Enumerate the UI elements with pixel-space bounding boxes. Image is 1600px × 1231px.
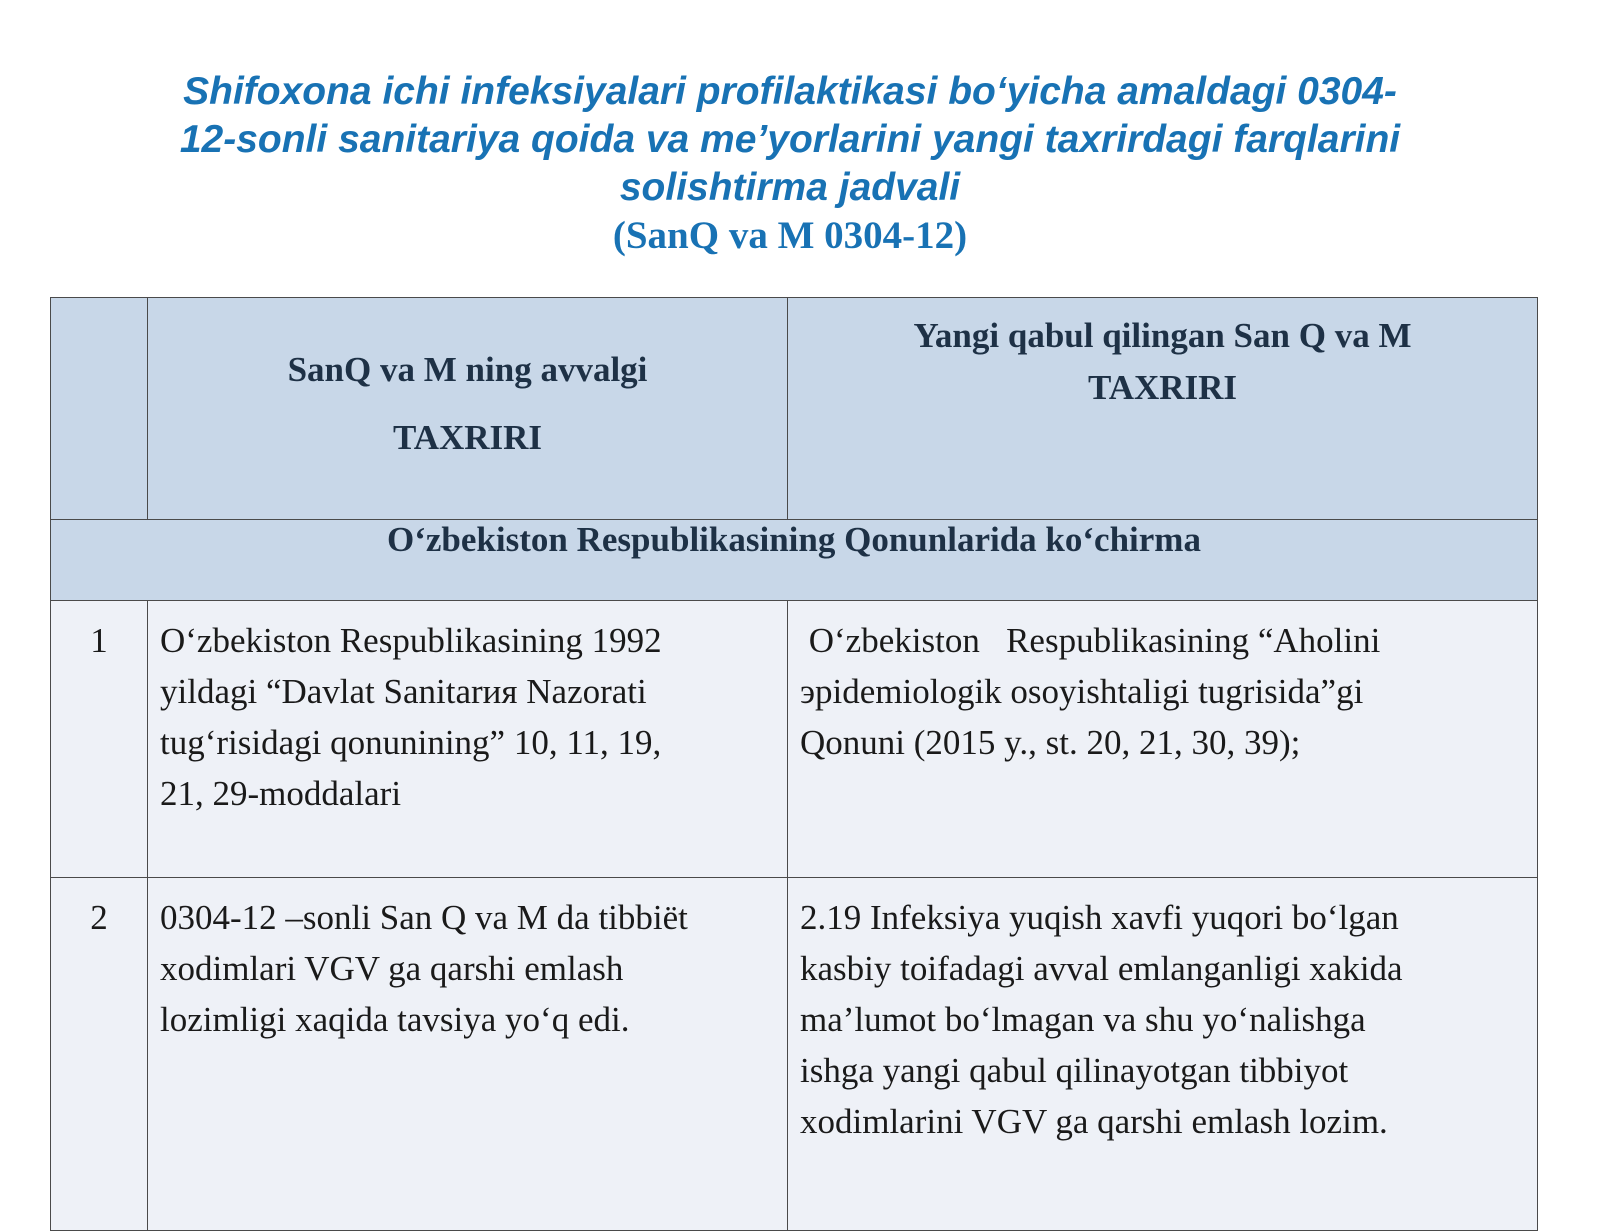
old-edition-cell xyxy=(148,878,788,1231)
new-edition-cell xyxy=(788,601,1538,878)
cell-line: Qonuni (2015 y., st. 20, 21, 30, 39); xyxy=(800,723,1301,762)
title-line-3: solishtirma jadvali xyxy=(619,166,961,209)
section-title: O‘zbekiston Respublikasining Qonunlarida ko‘chirma xyxy=(51,520,1538,601)
page-title-block xyxy=(60,68,1520,260)
cell-line: xodimlarini VGV ga qarshi emlash lozim. xyxy=(800,1102,1388,1141)
header-old-line-1: SanQ va M ning avvalgi xyxy=(287,350,648,389)
old-edition-cell xyxy=(148,601,788,878)
cell-line: tug‘risidagi qonunining” 10, 11, 19, xyxy=(160,723,662,762)
cell-line: 0304-12 –sonli San Q va M da tibbiёt xyxy=(160,898,688,937)
header-number xyxy=(51,298,148,520)
title-line-2: 12-sonli sanitariya qoida va me’yorlarini yangi taxrirdagi farqlarini xyxy=(179,118,1401,161)
title-subtitle: (SanQ va M 0304-12) xyxy=(612,214,968,257)
table-header-row xyxy=(51,298,1538,520)
comparison-table xyxy=(50,297,1538,1231)
cell-line: O‘zbekiston Respublikasining “Aholini xyxy=(800,621,1381,660)
new-edition-cell xyxy=(788,878,1538,1231)
cell-line: ma’lumot bo‘lmagan va shu yo‘nalishga xyxy=(800,1000,1366,1039)
section-header-row xyxy=(51,520,1538,601)
header-new-line-1: Yangi qabul qilingan San Q va M xyxy=(913,316,1412,355)
cell-line: O‘zbekiston Respublikasining 1992 xyxy=(160,621,662,660)
header-new-line-2: TAXRIRI xyxy=(1087,368,1238,407)
cell-line: 21, 29-moddalari xyxy=(160,774,402,813)
cell-line: xodimlari VGV ga qarshi emlash xyxy=(160,949,624,988)
header-new-edition xyxy=(788,298,1538,520)
cell-line: yildagi “Davlat Sanitarия Nazorati xyxy=(160,672,647,711)
title-line-1: Shifoxona ichi infeksiyalari profilaktikasi bo‘yicha amaldagi 0304- xyxy=(183,70,1397,113)
row-number: 2 xyxy=(51,878,148,1231)
row-number: 1 xyxy=(51,601,148,878)
cell-line: ishga yangi qabul qilinayotgan tibbiyot xyxy=(800,1051,1349,1090)
cell-line: эpidemiologik osoyishtaligi tugrisida”gi xyxy=(800,672,1364,711)
table-row xyxy=(51,601,1538,878)
header-old-edition xyxy=(148,298,788,520)
cell-line: 2.19 Infeksiya yuqish xavfi yuqori bo‘lgan xyxy=(800,898,1399,937)
header-old-line-2: TAXRIRI xyxy=(392,418,543,457)
table-row xyxy=(51,878,1538,1231)
cell-line: kasbiy toifadagi avval emlanganligi xakida xyxy=(800,949,1403,988)
cell-line: lozimligi xaqida tavsiya yo‘q edi. xyxy=(160,1000,630,1039)
